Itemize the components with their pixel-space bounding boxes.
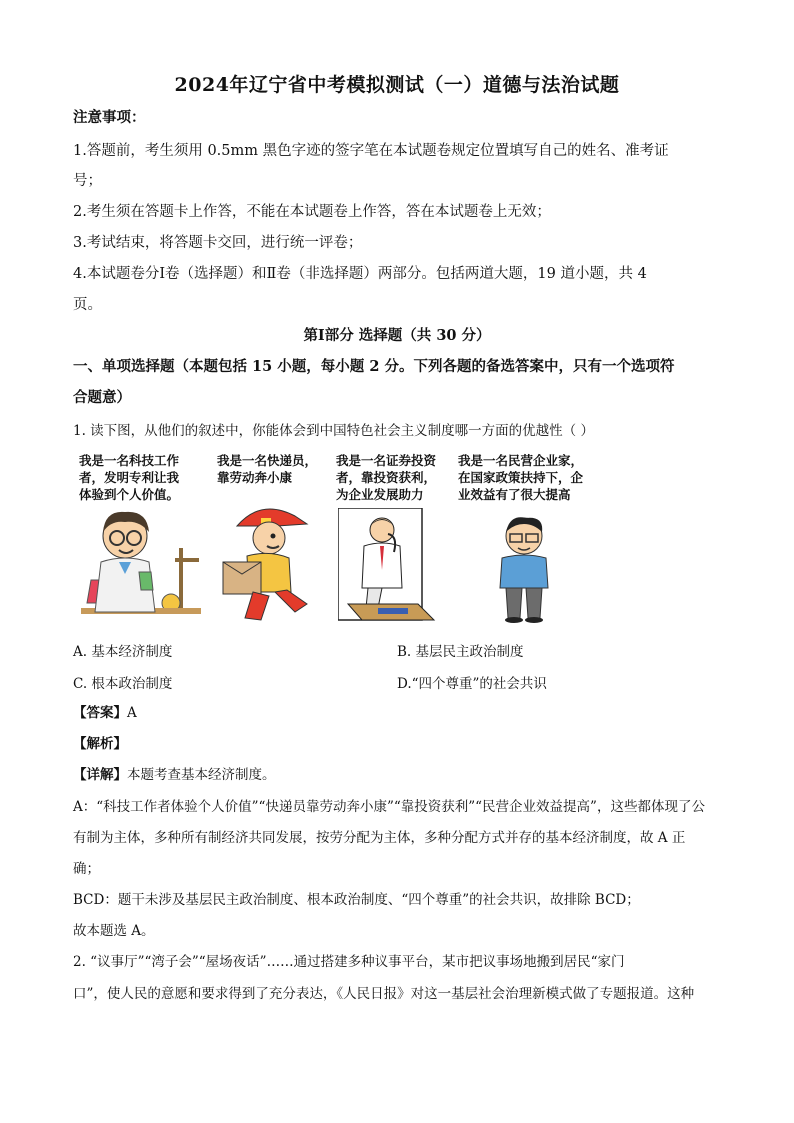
caption-scientist: 我是一名科技工作 者，发明专利让我 体验到个人价值。 [79,453,180,502]
q1-explain-5: 故本题选 A。 [73,923,155,939]
entrepreneur-illustration [490,514,560,626]
q1-stem: 1. 读下图，从他们的叙述中，你能体会到中国特色社会主义制度哪一方面的优越性（ ） [73,423,594,439]
q1-explain-2: 有制为主体，多种所有制经济共同发展，按劳分配为主体，多种分配方式并存的基本经济制度，故 A 正 [73,830,686,846]
detail-tag: 【详解】 [73,767,127,783]
panel-scientist [79,452,204,630]
notice-item-4: 4.本试题卷分Ⅰ卷（选择题）和Ⅱ卷（非选择题）两部分。包括两道大题，19 道小题，共 4 [73,266,647,282]
page-title: 2024年辽宁省中考模拟测试（一）道德与法治试题 [174,74,620,96]
scientist-illustration [79,508,204,626]
q1-answer [73,703,723,723]
q1-figure [73,452,633,630]
notice-item-1: 1.答题前，考生须用 0.5mm 黑色字迹的签字笔在本试题卷规定位置填写自己的姓名、准考证 [73,143,669,159]
notice-item-1-cont: 号； [73,173,102,189]
detail-text: 本题考查基本经济制度。 [127,767,276,783]
q1-detail [73,765,723,785]
panel-investor [336,452,466,630]
section-heading: 一、单项选择题（本题包括 15 小题，每小题 2 分。下列各题的备选答案中，只有一个选项符 [73,358,675,375]
q1-explain-1: A：“科技工作者体验个人价值”“快递员靠劳动奔小康”“靠投资获利”“民营企业效益提高”，这些都体现了公 [73,799,705,815]
q1-analysis [73,734,723,754]
answer-tag: 【答案】 [73,705,127,721]
investor-illustration [338,508,448,626]
panel-courier [217,452,327,630]
q1-option-a: A. 基本经济制度 [73,644,173,660]
q2-line-2: 口”，使人民的意愿和要求得到了充分表达，《人民日报》对这一基层社会治理新模式做了专题报道。这种 [73,986,695,1002]
notice-item-3: 3.考试结束，将答题卡交回，进行统一评卷； [73,235,363,251]
part1-heading: 第Ⅰ部分 选择题（共 30 分） [303,327,491,344]
q1-explain-3: 确； [73,861,100,877]
caption-courier: 我是一名快递员， 靠劳动奔小康 [217,453,318,485]
caption-investor: 我是一名证券投资 者，靠投资获利， 为企业发展助力 [336,453,437,502]
notice-heading: 注意事项： [73,109,146,126]
q1-option-d: D.“四个尊重”的社会共识 [397,676,547,692]
panel-entrepreneur [458,452,628,630]
q2-line-1: 2. “议事厅”“湾子会”“屋场夜话”……通过搭建多种议事平台，某市把议事场地搬到居民“家门 [73,954,625,970]
notice-item-4-cont: 页。 [73,297,102,313]
caption-entrepreneur: 我是一名民营企业家， 在国家政策扶持下，企 业效益有了很大提高 [458,453,584,502]
q1-option-c: C. 根本政治制度 [73,676,173,692]
courier-illustration [217,500,317,626]
analysis-tag: 【解析】 [73,736,127,752]
q1-explain-4: BCD：题干未涉及基层民主政治制度、根本政治制度、“四个尊重”的社会共识，故排除 BCD； [73,892,640,908]
answer-value: A [127,705,137,721]
section-heading-cont: 合题意） [73,389,131,406]
notice-item-2: 2.考生须在答题卡上作答，不能在本试题卷上作答，答在本试题卷上无效； [73,204,551,220]
q1-option-b: B. 基层民主政治制度 [397,644,524,660]
